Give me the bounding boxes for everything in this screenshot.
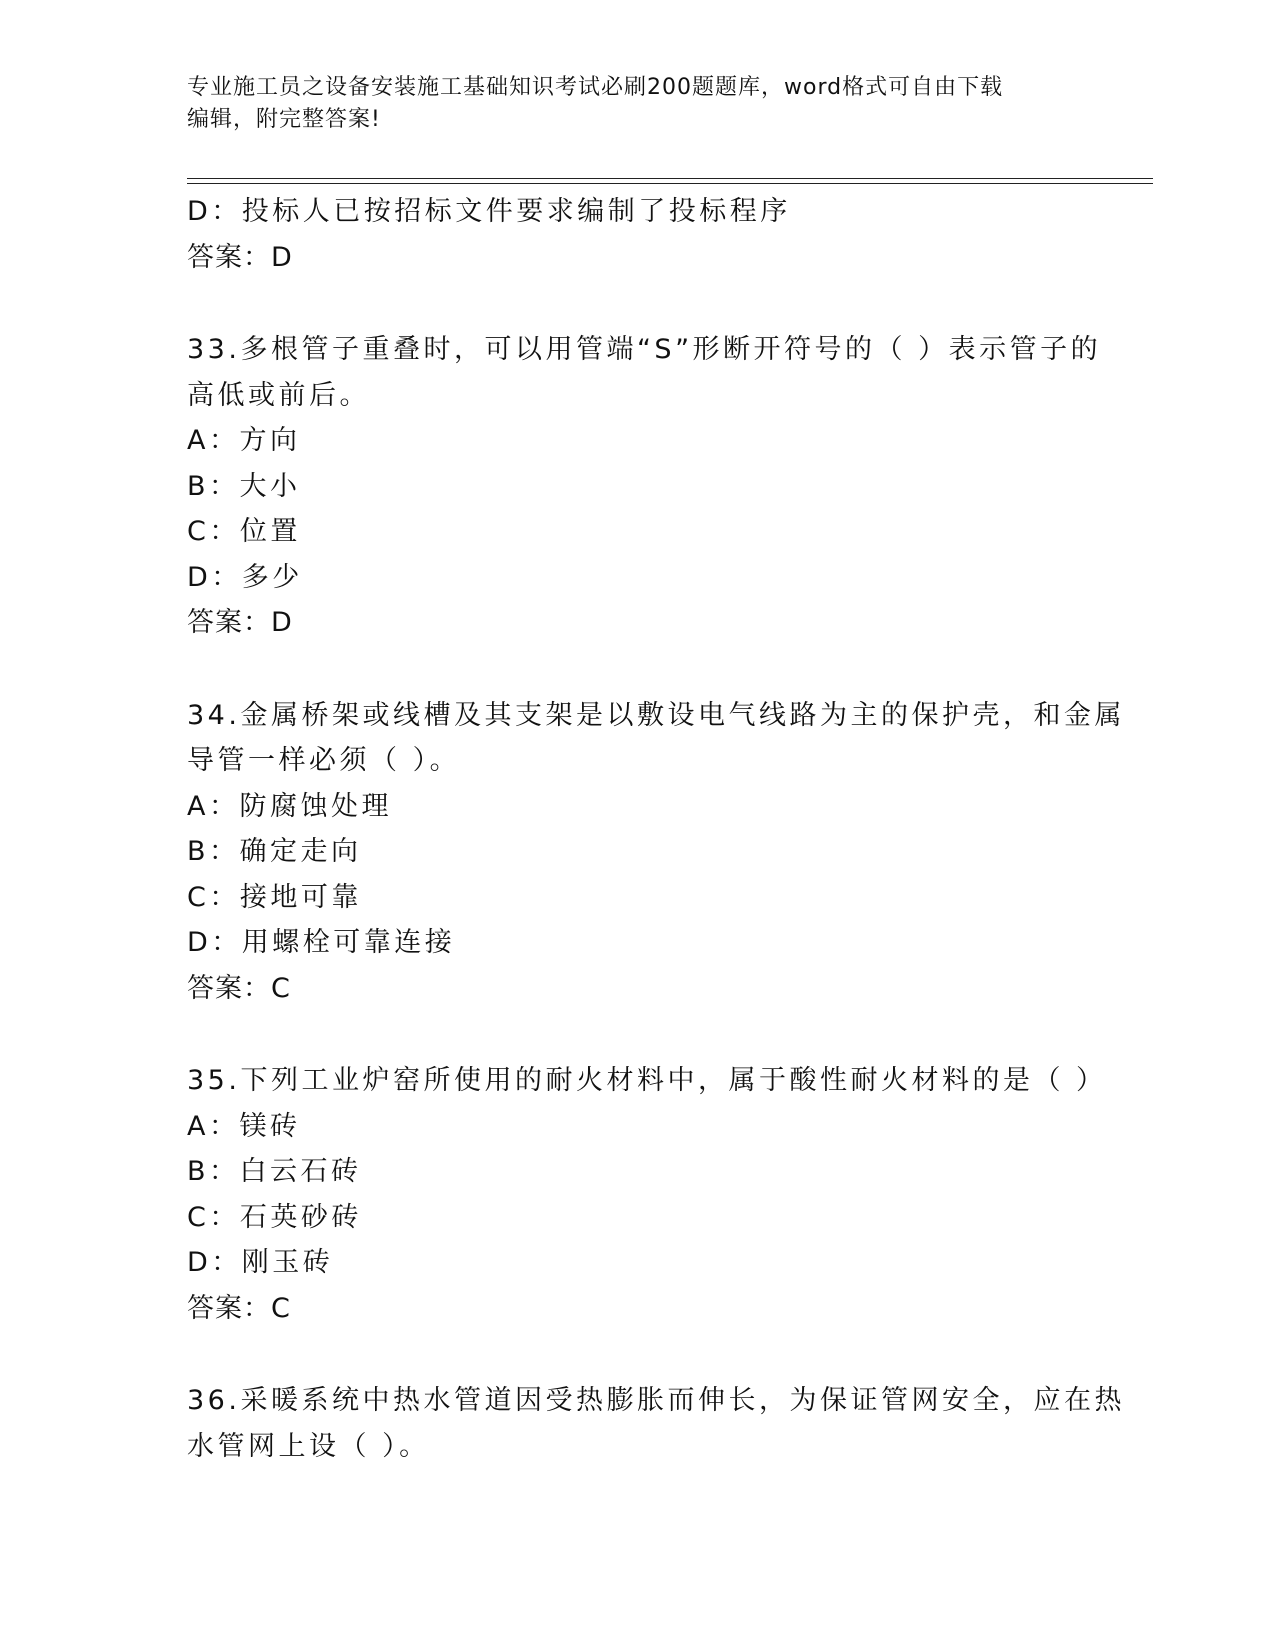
option-a: A：防腐蚀处理 [187, 790, 392, 822]
question-36 [187, 1378, 1125, 1469]
answer-line: 答案：D [187, 607, 293, 638]
header-title-line-1: 专业施工员之设备安装施工基础知识考试必刷200题题库，word格式可自由下载 [187, 75, 1004, 100]
question-stem: 34.金属桥架或线槽及其支架是以敷设电气线路为主的保护壳，和金属 [187, 699, 1125, 731]
question-stem: 高低或前后。 [187, 379, 370, 411]
option-a: A：镁砖 [187, 1110, 301, 1142]
header-divider-top [187, 178, 1153, 179]
answer-line: 答案：C [187, 972, 291, 1004]
question-34 [187, 693, 1125, 1012]
option-d: D：多少 [187, 561, 303, 593]
option-d: D：投标人已按招标文件要求编制了投标程序 [187, 196, 791, 227]
question-stem: 导管一样必须（ ）。 [187, 745, 461, 776]
option-a: A：方向 [187, 425, 301, 456]
option-d: D：用螺栓可靠连接 [187, 927, 456, 958]
option-b: B：大小 [187, 470, 301, 502]
document-header [187, 72, 1067, 136]
option-b: B：确定走向 [187, 836, 362, 867]
question-33 [187, 327, 1102, 646]
answer-line: 答案：D [187, 241, 293, 273]
option-b: B：白云石砖 [187, 1156, 362, 1187]
question-stem: 33.多根管子重叠时，可以用管端“S”形断开符号的（ ）表示管子的 [187, 334, 1102, 365]
option-c: C：接地可靠 [187, 881, 362, 913]
option-c: C：位置 [187, 516, 301, 547]
header-title-line-2: 编辑，附完整答案! [187, 107, 381, 132]
question-stem: 36.采暖系统中热水管道因受热膨胀而伸长，为保证管网安全，应在热 [187, 1385, 1125, 1416]
question-list [187, 189, 1125, 1469]
option-c: C：石英砂砖 [187, 1201, 362, 1233]
question-stem: 水管网上设（ ）。 [187, 1430, 430, 1462]
option-d: D：刚玉砖 [187, 1247, 334, 1278]
answer-line: 答案：C [187, 1292, 291, 1324]
question-stem: 35.下列工业炉窑所使用的耐火材料中，属于酸性耐火材料的是（ ） [187, 1065, 1107, 1096]
header-divider-bottom [187, 183, 1153, 184]
question-35 [187, 1058, 1107, 1331]
